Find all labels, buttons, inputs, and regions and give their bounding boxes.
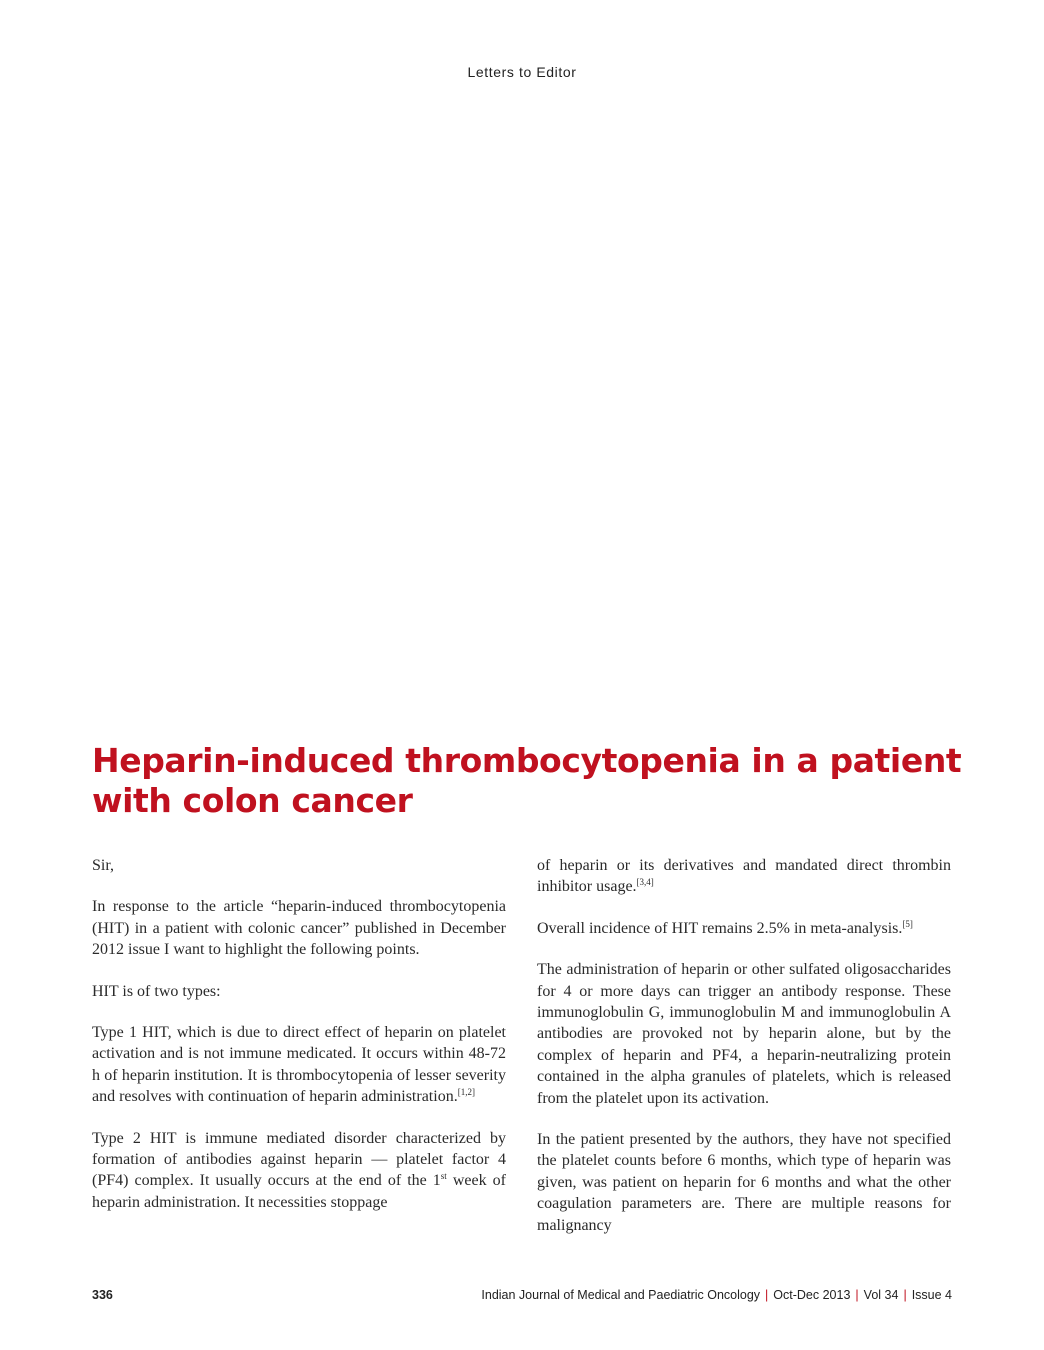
page-number: 336 — [92, 1288, 113, 1302]
right-column — [537, 855, 951, 1256]
salutation: Sir, — [92, 857, 115, 874]
citation-ref: [1,2] — [457, 1087, 475, 1098]
citation-ref: [5] — [902, 918, 913, 929]
paragraph-type2 — [92, 1128, 506, 1214]
journal-citation — [481, 1288, 952, 1302]
running-header: Letters to Editor — [467, 64, 577, 80]
paragraph-pathophysiology: The administration of heparin or other sulfated oligosaccharides for 4 or more days can trigger an antibody response. These immunoglobulin G, immunoglobulin M and immunoglobulin A antibodies are provoked not by heparin alone, but by the complex of heparin and PF4, a heparin-neutralizing protein contained in the alpha granules of platelets, which is released from the platelet upon its activation. — [537, 961, 951, 1107]
citation-ref: [3,4] — [636, 877, 654, 888]
separator: | — [903, 1288, 907, 1302]
paragraph-continuation — [537, 855, 951, 898]
paragraph-incidence — [537, 918, 951, 939]
ordinal-superscript: st — [440, 1171, 447, 1182]
journal-volume: Vol 34 — [863, 1288, 899, 1302]
separator: | — [765, 1288, 769, 1302]
paragraph-type1-text: Type 1 HIT, which is due to direct effect of heparin on platelet activation and is not immune medicated. It occurs within 48-72 h of heparin institution. It is thrombocytopenia of lesser severity and resolves with continuation of heparin administration. — [92, 1024, 506, 1106]
paragraph-type1 — [92, 1022, 506, 1108]
paragraph-case-critique: In the patient presented by the authors, they have not specified the platelet counts before 6 months, which type of heparin was given, was patient on heparin for 6 months and what the other coagulation parameters are. There are multiple reasons for malignancy — [537, 1131, 951, 1234]
paragraph-continuation-text: of heparin or its derivatives and mandated direct thrombin inhibitor usage. — [537, 857, 951, 896]
paragraph-incidence-text: Overall incidence of HIT remains 2.5% in meta-analysis. — [537, 919, 903, 937]
journal-period: Oct-Dec 2013 — [773, 1288, 851, 1302]
paragraph-hit-types: HIT is of two types: — [92, 982, 221, 1000]
journal-name: Indian Journal of Medical and Paediatric Oncology — [481, 1288, 761, 1302]
left-column — [92, 855, 506, 1233]
paragraph-intro: In response to the article “heparin-induced thrombocytopenia (HIT) in a patient with colonic cancer” published in December 2012 issue I want to highlight the following points. — [92, 898, 506, 959]
paragraph-type2-text-a: Type 2 HIT is immune mediated disorder characterized by formation of antibodies against heparin — platelet factor 4 (PF4) complex. It usually occurs at the end of the 1 — [92, 1129, 506, 1190]
separator: | — [855, 1288, 859, 1302]
paragraph-type2-text-b: week of heparin administration. It necessities stoppage — [92, 1172, 506, 1211]
article-title: Heparin-induced thrombocytopenia in a patient with colon cancer — [92, 741, 962, 820]
journal-issue: Issue 4 — [911, 1288, 952, 1302]
